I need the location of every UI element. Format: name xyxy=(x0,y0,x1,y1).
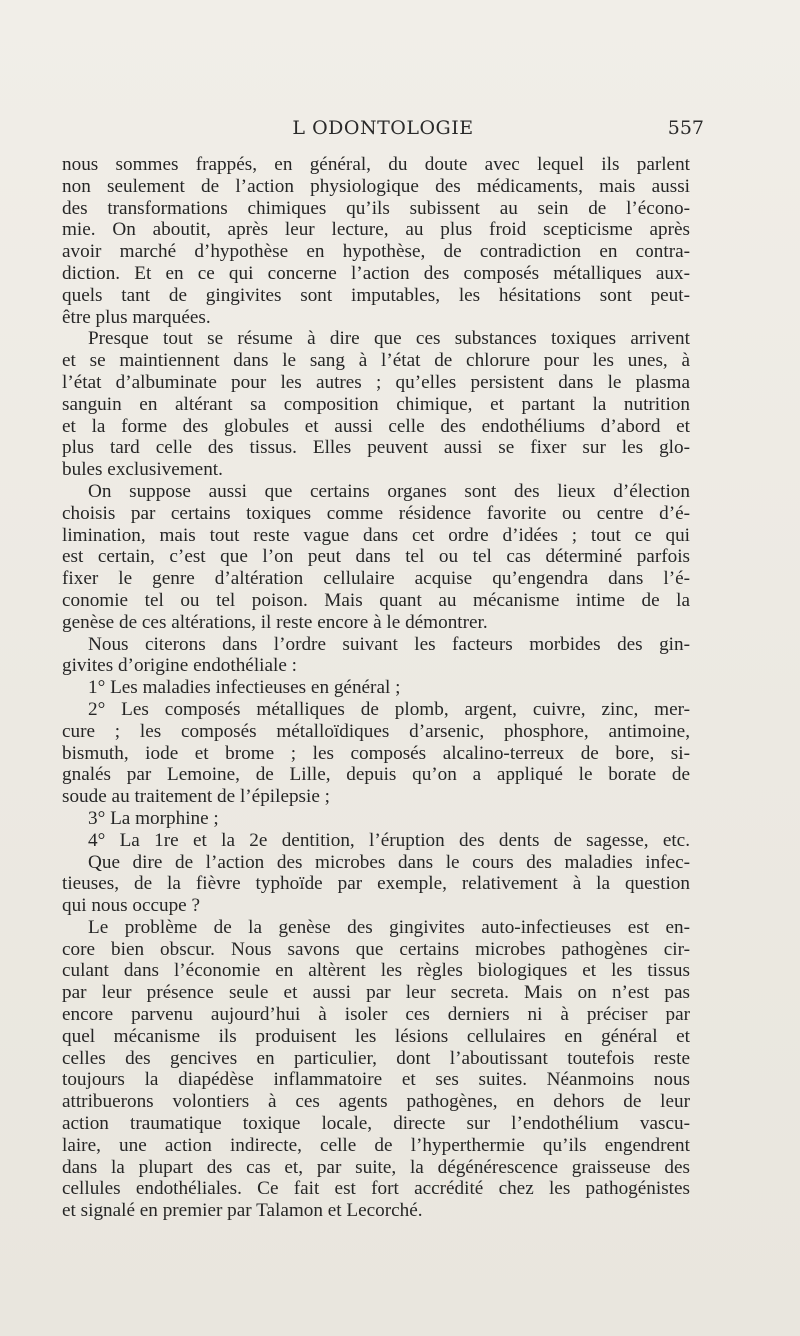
text-line: mie. On aboutit, après leur lecture, au plus froid scepticisme après xyxy=(62,219,690,241)
text-line: quels tant de gingivites sont imputables, les hésitations sont peut- xyxy=(62,284,690,306)
text-line: 2° Les composés métalliques de plomb, argent, cuivre, zinc, mer- xyxy=(88,698,690,720)
text-line: 4° La 1re et la 2e dentition, l’éruption des dents de sagesse, etc. xyxy=(88,829,690,851)
text-line: genèse de ces altérations, il reste encore à le démontrer. xyxy=(62,611,488,633)
text-line: On suppose aussi que certains organes sont des lieux d’élection xyxy=(88,480,690,502)
running-title: L ODONTOLOGIE xyxy=(292,117,474,139)
text-line: l’état d’albuminate pour les autres ; qu’elles persistent dans le plasma xyxy=(62,371,690,393)
text-line: celles des gencives en particulier, dont l’aboutissant toutefois reste xyxy=(62,1047,690,1069)
text-line: encore parvenu aujourd’hui à isoler ces derniers ni à préciser par xyxy=(62,1004,690,1026)
text-line: sanguin en altérant sa composition chimique, et partant la nutrition xyxy=(62,393,690,415)
text-line: fixer le genre d’altération cellulaire acquise qu’engendra dans l’é- xyxy=(62,568,690,590)
text-line: diction. Et en ce qui concerne l’action des composés métalliques aux- xyxy=(62,262,690,284)
text-line: conomie tel ou tel poison. Mais quant au mécanisme intime de la xyxy=(62,589,690,611)
text-line: Que dire de l’action des microbes dans le cours des maladies infec- xyxy=(88,851,690,873)
text-line: des transformations chimiques qu’ils subissent au sein de l’écono- xyxy=(62,197,690,219)
text-line: Presque tout se résume à dire que ces substances toxiques arrivent xyxy=(88,328,690,350)
text-line: qui nous occupe ? xyxy=(62,895,201,917)
text-line: 1° Les maladies infectieuses en général ; xyxy=(88,677,401,699)
text-line: nous sommes frappés, en général, du doute avec lequel ils parlent xyxy=(62,154,690,175)
text-line: 3° La morphine ; xyxy=(88,807,219,829)
text-line: laire, une action indirecte, celle de l’hyperthermie qu’ils engendrent xyxy=(62,1134,690,1156)
text-line: cure ; les composés métalloïdiques d’arsenic, phosphore, antimoine, xyxy=(62,720,690,742)
text-line: avoir marché d’hypothèse en hypothèse, de contradiction en contra- xyxy=(62,241,690,263)
text-line: par leur présence seule et aussi par leur secreta. Mais on n’est pas xyxy=(62,982,690,1004)
text-line: core bien obscur. Nous savons que certains microbes pathogènes cir- xyxy=(62,938,690,960)
page-number: 557 xyxy=(667,117,704,139)
text-line: cellules endothéliales. Ce fait est fort accrédité chez les pathogénistes xyxy=(62,1178,690,1200)
text-line: givites d’origine endothéliale : xyxy=(62,655,297,677)
text-line: action traumatique toxique locale, directe sur l’endothélium vascu- xyxy=(62,1113,690,1135)
text-line: plus tard celle des tissus. Elles peuvent aussi se fixer sur les glo- xyxy=(62,437,690,459)
text-line: soude au traitement de l’épilepsie ; xyxy=(62,786,330,808)
text-line: et la forme des globules et aussi celle des endothéliums d’abord et xyxy=(62,415,690,437)
text-line: toujours la diapédèse inflammatoire et ses suites. Néanmoins nous xyxy=(62,1069,690,1091)
text-line: quel mécanisme ils produisent les lésions cellulaires en général et xyxy=(62,1025,690,1047)
text-line: tieuses, de la fièvre typhoïde par exemple, relativement à la question xyxy=(62,873,690,895)
text-line: attribuerons volontiers à ces agents pathogènes, en dehors de leur xyxy=(62,1091,690,1113)
text-line: dans la plupart des cas et, par suite, la dégénérescence graisseuse des xyxy=(62,1156,690,1178)
text-line: culant dans l’économie en altèrent les règles biologiques et les tissus xyxy=(62,960,690,982)
text-line: choisis par certains toxiques comme résidence favorite ou centre d’é- xyxy=(62,502,690,524)
text-line: Le problème de la genèse des gingivites auto-infectieuses est en- xyxy=(88,916,690,938)
text-line: Nous citerons dans l’ordre suivant les facteurs morbides des gin- xyxy=(88,633,690,655)
text-line: être plus marquées. xyxy=(62,306,211,328)
text-line: non seulement de l’action physiologique des médicaments, mais aussi xyxy=(62,175,690,197)
text-line: bules exclusivement. xyxy=(62,459,223,481)
text-line: bismuth, iode et brome ; les composés alcalino-terreux de bore, si- xyxy=(62,742,690,764)
text-line: et signalé en premier par Talamon et Lecorché. xyxy=(62,1200,423,1222)
text-line: gnalés par Lemoine, de Lille, depuis qu’on a appliqué le borate de xyxy=(62,764,690,786)
text-line: et se maintiennent dans le sang à l’état de chlorure pour les unes, à xyxy=(62,350,690,372)
text-line: est certain, c’est que l’on peut dans tel ou tel cas déterminé parfois xyxy=(62,546,690,568)
page-header xyxy=(62,117,704,147)
body-text xyxy=(62,154,690,1222)
text-line: limination, mais tout reste vague dans cet ordre d’idées ; tout ce qui xyxy=(62,524,690,546)
